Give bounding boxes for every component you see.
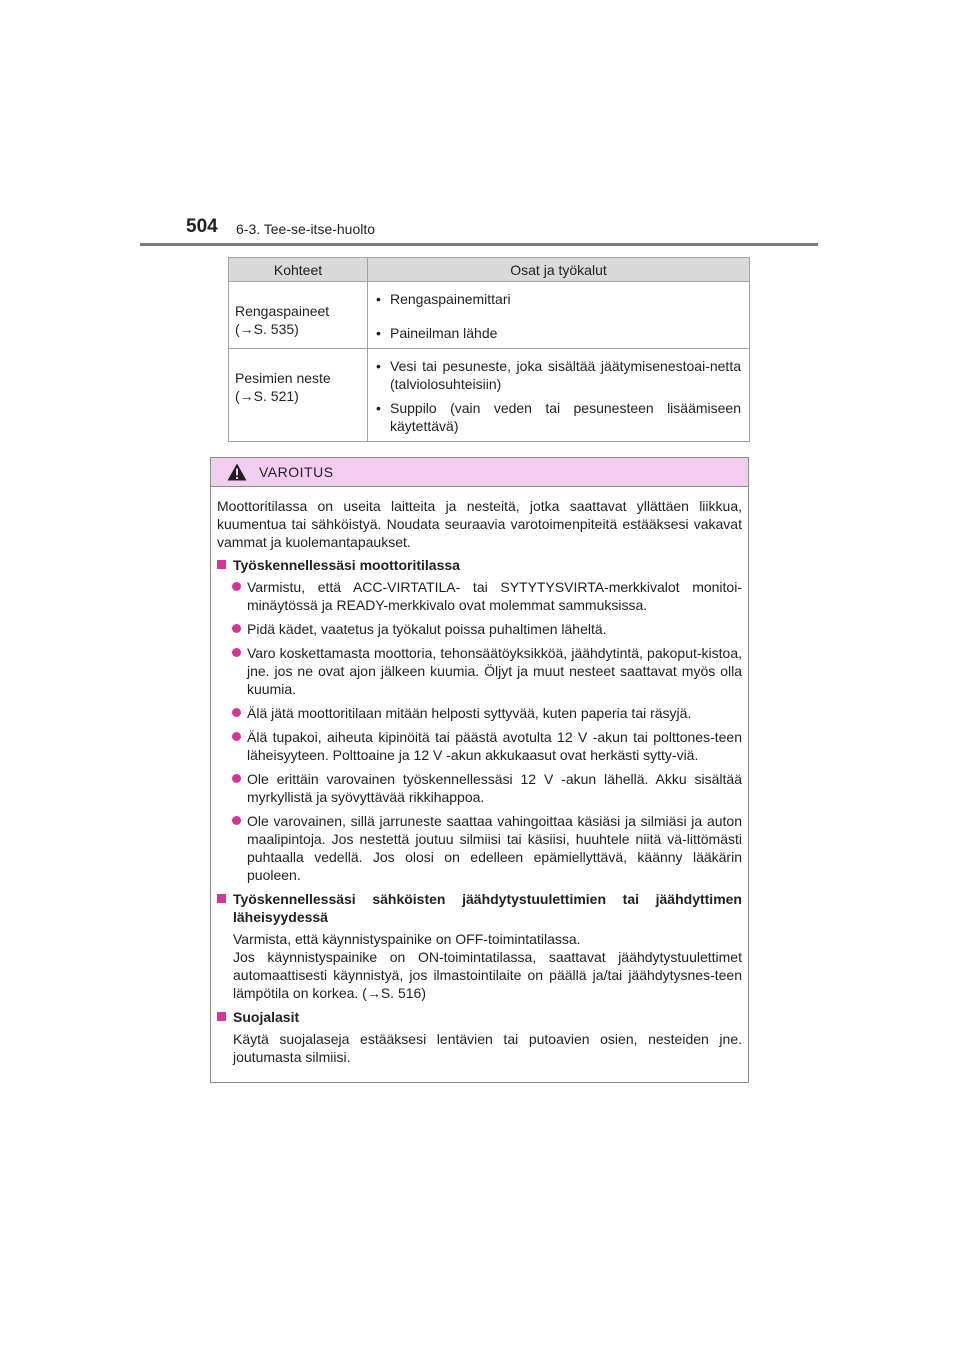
list-item-text: Älä jätä moottoritilaan mitään helposti syttyvää, kuten paperia tai räsyjä. — [247, 705, 692, 721]
list-item-text: Varo koskettamasta moottoria, tehonsäätöyksikköä, jäähdytintä, pakoput-kistoa, jne. jos ne ovat ajon jälkeen kuumia. Öljyt ja muut nesteet saattavat myös olla kuumia. — [247, 645, 742, 697]
tools-cell — [368, 282, 750, 349]
section-text: Käytä suojalaseja estääksesi lentävien tai putoavien osien, nesteiden jne. joutumasta silmiisi. — [233, 1031, 742, 1065]
target-name: Rengaspaineet — [235, 303, 330, 319]
circle-bullet-icon — [232, 582, 241, 591]
warning-box — [210, 457, 749, 1083]
circle-bullet-icon — [232, 624, 241, 633]
target-cell — [229, 349, 368, 442]
circle-bullet-icon — [232, 648, 241, 657]
tools-cell — [368, 349, 750, 442]
list-item — [217, 728, 742, 764]
list-item-text: Ole varovainen, sillä jarruneste saattaa vahingoittaa käsiäsi ja silmiäsi ja auton maalipintoja. Jos nestettä joutuu silmiisi tai käsiisi, huuhtele niitä vä-littömästi puhtaalla vedellä. Jos olosi on edelleen epämiellyttävä, käänny lääkärin puoleen. — [247, 813, 742, 883]
header-rule — [140, 243, 818, 246]
circle-bullet-icon — [232, 774, 241, 783]
section-heading-text: Työskennellessäsi moottoritilassa — [233, 557, 460, 573]
list-item — [217, 704, 742, 722]
page-number: 504 — [186, 216, 218, 237]
list-item — [217, 620, 742, 638]
warning-header — [211, 458, 748, 487]
circle-bullet-icon — [232, 816, 241, 825]
list-item-text: Älä tupakoi, aiheuta kipinöitä tai päästä avotulta 12 V -akun tai polttones-teen läheisyyteen. Polttoaine ja 12 V -akun akkukaasut ovat herkästi sytty-viä. — [247, 729, 742, 763]
table-row — [229, 349, 750, 442]
list-item — [217, 770, 742, 806]
tools-table — [228, 257, 750, 442]
page-reference: (→S. 521) — [235, 388, 299, 404]
page-reference: (→S. 535) — [235, 321, 299, 337]
square-bullet-icon — [217, 1012, 226, 1021]
column-header-targets: Kohteet — [229, 258, 368, 282]
table-row — [229, 282, 750, 349]
section-heading — [217, 890, 742, 926]
target-name: Pesimien neste — [235, 370, 331, 386]
section-title: 6-3. Tee-se-itse-huolto — [236, 221, 376, 237]
square-bullet-icon — [217, 894, 226, 903]
list-item-text: Pidä kädet, vaatetus ja työkalut poissa puhaltimen läheltä. — [247, 621, 607, 637]
column-header-tools: Osat ja työkalut — [368, 258, 750, 282]
circle-bullet-icon — [232, 708, 241, 717]
warning-body — [211, 487, 748, 1066]
list-item-text: Ole erittäin varovainen työskennellessäsi 12 V -akun lähellä. Akku sisältää myrkyllistä ja syövyttävää rikkihappoa. — [247, 771, 742, 805]
section-heading — [217, 1008, 742, 1026]
list-item — [217, 812, 742, 884]
section-text: Jos käynnistyspainike on ON-toimintatilassa, saattavat jäähdytystuulettimet automaattisesti käynnistyä, jos ilmastointilaite on päällä ja/tai jäähdytysnes-teen lämpötila on korkea. (→S. 516) — [233, 949, 742, 1001]
warning-title: VAROITUS — [259, 464, 334, 480]
list-item — [217, 578, 742, 614]
section-text: Varmista, että käynnistyspainike on OFF-toimintatilassa. — [233, 931, 581, 947]
square-bullet-icon — [217, 560, 226, 569]
table-header-row — [229, 258, 750, 282]
target-cell — [229, 282, 368, 349]
circle-bullet-icon — [232, 732, 241, 741]
section-heading-text: Työskennellessäsi sähköisten jäähdytystuulettimien tai jäähdyttimen läheisyydessä — [233, 891, 742, 925]
tool-item: • Paineilman lähde — [376, 324, 741, 342]
warning-intro: Moottoritilassa on useita laitteita ja nesteitä, jotka saattavat yllättäen liikkua, kuumentua tai sähköistyä. Noudata seuraavia varotoimenpiteitä estääksesi vakavat vammat ja kuolemantapaukset. — [217, 498, 742, 550]
list-item — [217, 644, 742, 698]
list-item-text: Varmistu, että ACC-VIRTATILA- tai SYTYTYSVIRTA-merkkivalot monitoi-minäytössä ja READY-merkkivalo ovat molemmat sammuksissa. — [247, 579, 742, 613]
warning-triangle-icon — [227, 463, 247, 481]
section-heading-text: Suojalasit — [233, 1009, 300, 1025]
tool-item: • Vesi tai pesuneste, joka sisältää jäätymisenestoai-netta (talviolosuhteisiin) — [376, 357, 741, 393]
tool-item: • Rengaspainemittari — [376, 290, 741, 308]
tool-item: • Suppilo (vain veden tai pesunesteen lisäämiseen käytettävä) — [376, 399, 741, 435]
section-heading — [217, 556, 742, 574]
